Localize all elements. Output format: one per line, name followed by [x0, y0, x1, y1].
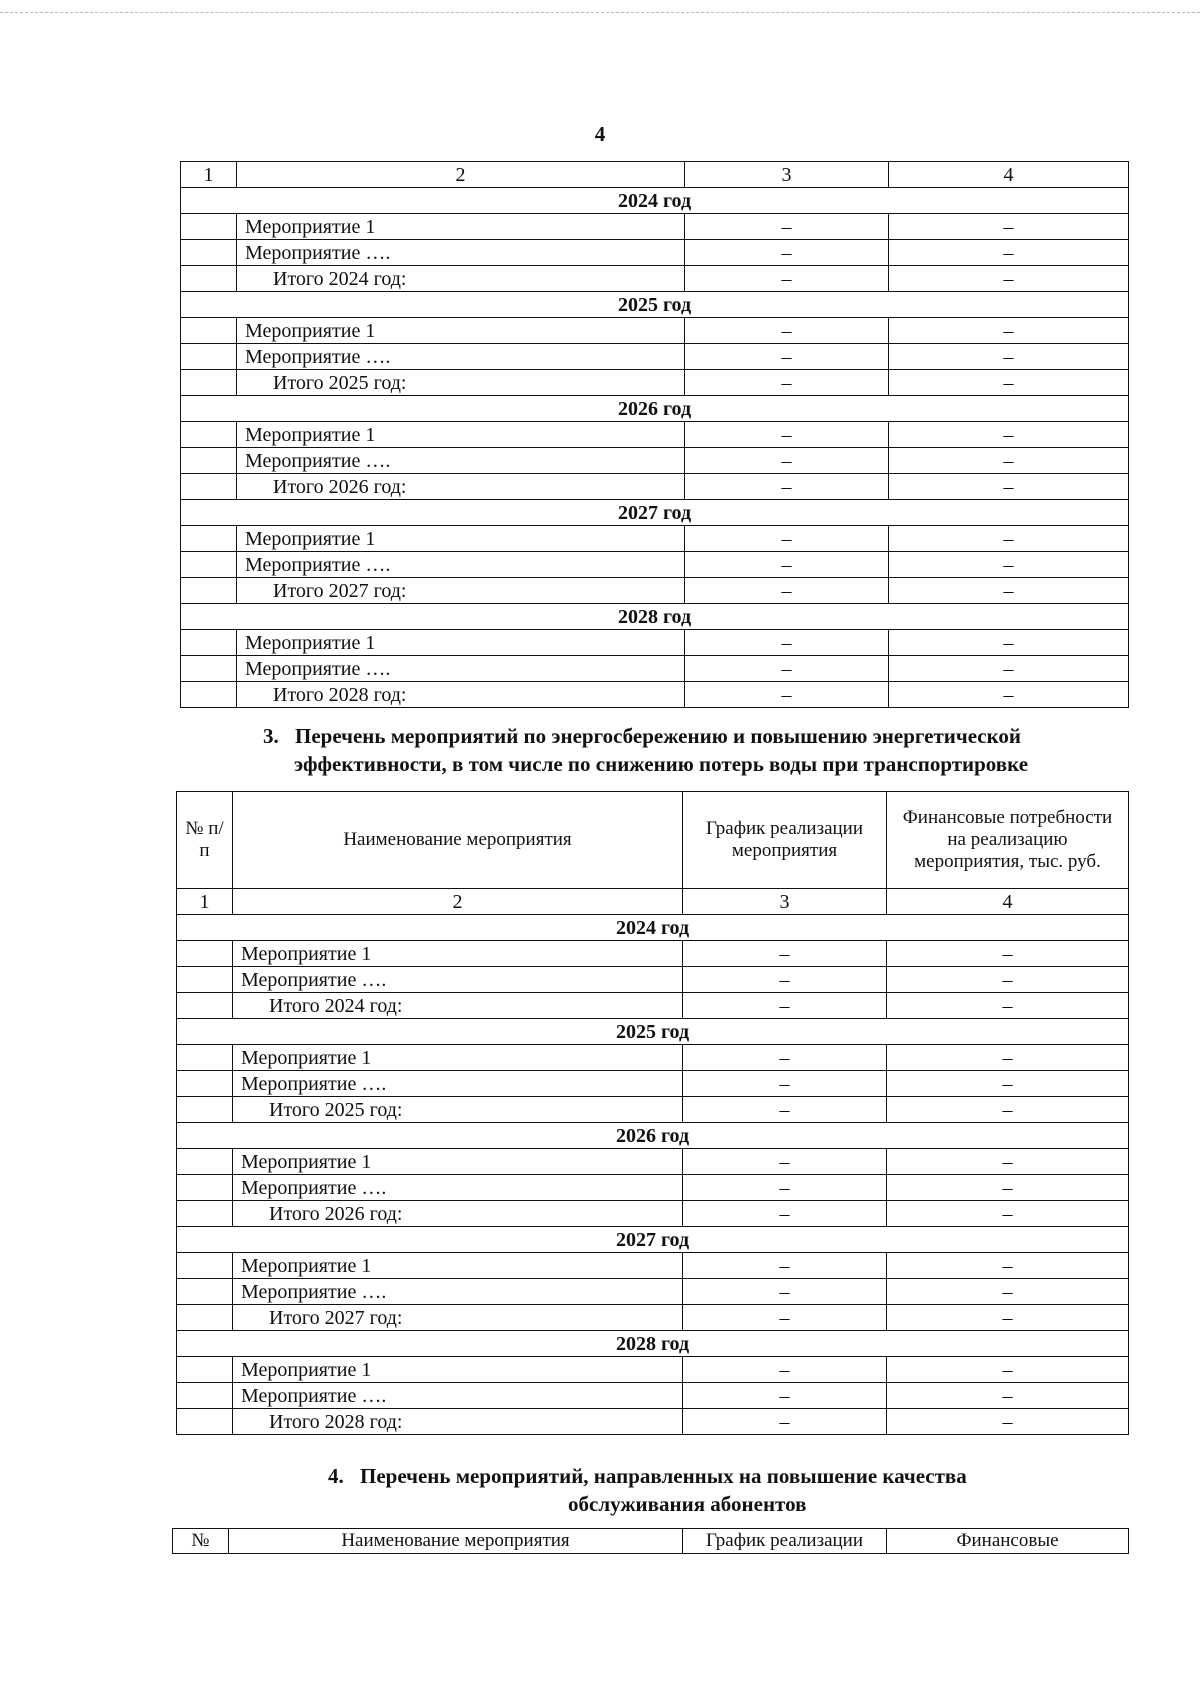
column-number-row	[181, 162, 1129, 188]
table-row	[177, 1383, 1129, 1409]
header-num: №	[173, 1529, 229, 1554]
table-header-row	[177, 792, 1129, 889]
schedule-cell: –	[685, 344, 889, 370]
schedule-cell: –	[683, 993, 887, 1019]
year-row	[177, 1331, 1129, 1357]
schedule-cell: –	[683, 1149, 887, 1175]
total-label: Итого 2027 год:	[233, 1305, 683, 1331]
section-3-heading	[170, 722, 1150, 778]
activity-name: Мероприятие ….	[233, 1279, 683, 1305]
total-label: Итого 2025 год:	[237, 370, 685, 396]
total-row	[177, 993, 1129, 1019]
table-row	[177, 1045, 1129, 1071]
table-row	[177, 1357, 1129, 1383]
activity-name: Мероприятие ….	[233, 1383, 683, 1409]
header-name: Наименование мероприятия	[233, 792, 683, 889]
row-number-cell	[177, 1097, 233, 1123]
finance-cell: –	[887, 1409, 1129, 1435]
row-number-cell	[177, 967, 233, 993]
schedule-cell: –	[683, 1357, 887, 1383]
table-row	[177, 1279, 1129, 1305]
activity-name: Мероприятие 1	[237, 630, 685, 656]
header-finance: Финансовые	[887, 1529, 1129, 1554]
table-row	[177, 967, 1129, 993]
finance-cell: –	[889, 682, 1129, 708]
table-row	[181, 552, 1129, 578]
table-row	[181, 318, 1129, 344]
row-number-cell	[177, 1071, 233, 1097]
row-number-cell	[177, 993, 233, 1019]
activities-table-continued	[180, 161, 1129, 708]
schedule-cell: –	[683, 1097, 887, 1123]
activity-name: Мероприятие 1	[237, 422, 685, 448]
finance-cell: –	[889, 474, 1129, 500]
row-number-cell	[181, 448, 237, 474]
table1-body	[181, 162, 1129, 708]
row-number-cell	[181, 578, 237, 604]
year-row	[181, 396, 1129, 422]
activity-name: Мероприятие ….	[237, 240, 685, 266]
total-row	[181, 474, 1129, 500]
total-row	[177, 1409, 1129, 1435]
section-number: 4.	[328, 1464, 344, 1488]
year-row	[177, 915, 1129, 941]
finance-cell: –	[889, 630, 1129, 656]
schedule-cell: –	[683, 941, 887, 967]
table-row	[181, 422, 1129, 448]
row-number-cell	[181, 656, 237, 682]
row-number-cell	[177, 1383, 233, 1409]
year-row	[181, 188, 1129, 214]
scan-top-edge	[0, 12, 1200, 13]
finance-cell: –	[887, 993, 1129, 1019]
table-row	[181, 344, 1129, 370]
year-label: 2026 год	[177, 1123, 1129, 1149]
year-label: 2028 год	[177, 1331, 1129, 1357]
activity-name: Мероприятие ….	[237, 552, 685, 578]
year-label: 2027 год	[181, 500, 1129, 526]
table-row	[177, 1175, 1129, 1201]
schedule-cell: –	[683, 1201, 887, 1227]
year-label: 2024 год	[177, 915, 1129, 941]
schedule-cell: –	[683, 1045, 887, 1071]
row-number-cell	[181, 370, 237, 396]
row-number-cell	[181, 474, 237, 500]
row-number-cell	[181, 266, 237, 292]
table-row	[177, 941, 1129, 967]
column-number: 2	[233, 889, 683, 915]
row-number-cell	[181, 214, 237, 240]
schedule-cell: –	[685, 526, 889, 552]
column-number: 4	[887, 889, 1129, 915]
total-row	[177, 1305, 1129, 1331]
schedule-cell: –	[685, 474, 889, 500]
table-row	[181, 656, 1129, 682]
finance-cell: –	[887, 1175, 1129, 1201]
table-row	[181, 630, 1129, 656]
schedule-cell: –	[685, 656, 889, 682]
total-label: Итого 2028 год:	[237, 682, 685, 708]
row-number-cell	[181, 344, 237, 370]
row-number-cell	[177, 1201, 233, 1227]
activity-name: Мероприятие ….	[233, 1175, 683, 1201]
table2-body	[177, 889, 1129, 1435]
finance-cell: –	[889, 448, 1129, 474]
column-number: 2	[237, 162, 685, 188]
year-row	[177, 1123, 1129, 1149]
year-label: 2028 год	[181, 604, 1129, 630]
row-number-cell	[181, 422, 237, 448]
finance-cell: –	[887, 1357, 1129, 1383]
schedule-cell: –	[685, 552, 889, 578]
year-row	[181, 292, 1129, 318]
table-row	[177, 1071, 1129, 1097]
schedule-cell: –	[685, 448, 889, 474]
schedule-cell: –	[685, 266, 889, 292]
schedule-cell: –	[685, 370, 889, 396]
row-number-cell	[177, 1305, 233, 1331]
schedule-cell: –	[685, 214, 889, 240]
schedule-cell: –	[685, 422, 889, 448]
finance-cell: –	[889, 318, 1129, 344]
finance-cell: –	[887, 1383, 1129, 1409]
header-schedule: График реализации мероприятия	[683, 792, 887, 889]
activity-name: Мероприятие ….	[237, 344, 685, 370]
activity-name: Мероприятие 1	[237, 318, 685, 344]
finance-cell: –	[889, 656, 1129, 682]
table-row	[181, 240, 1129, 266]
schedule-cell: –	[683, 1409, 887, 1435]
schedule-cell: –	[683, 1383, 887, 1409]
schedule-cell: –	[683, 1279, 887, 1305]
finance-cell: –	[889, 552, 1129, 578]
finance-cell: –	[889, 240, 1129, 266]
schedule-cell: –	[683, 1253, 887, 1279]
finance-cell: –	[889, 578, 1129, 604]
total-label: Итого 2028 год:	[233, 1409, 683, 1435]
column-number-row	[177, 889, 1129, 915]
finance-cell: –	[887, 1097, 1129, 1123]
row-number-cell	[181, 318, 237, 344]
schedule-cell: –	[683, 1071, 887, 1097]
finance-cell: –	[887, 1045, 1129, 1071]
total-row	[181, 266, 1129, 292]
table-row	[181, 214, 1129, 240]
section-4-heading	[170, 1462, 1150, 1518]
finance-cell: –	[889, 214, 1129, 240]
activity-name: Мероприятие 1	[233, 1357, 683, 1383]
section-title-line: обслуживания абонентов	[568, 1492, 807, 1516]
year-row	[181, 604, 1129, 630]
row-number-cell	[177, 1357, 233, 1383]
finance-cell: –	[889, 370, 1129, 396]
section-title-line: эффективности, в том числе по снижению потерь воды при транспортировке	[294, 752, 1029, 776]
table-row	[181, 526, 1129, 552]
finance-cell: –	[887, 967, 1129, 993]
total-row	[177, 1201, 1129, 1227]
total-label: Итого 2026 год:	[233, 1201, 683, 1227]
schedule-cell: –	[683, 967, 887, 993]
total-row	[181, 578, 1129, 604]
year-row	[181, 500, 1129, 526]
row-number-cell	[181, 526, 237, 552]
section-title-line: Перечень мероприятий, направленных на повышение качества	[360, 1464, 967, 1488]
row-number-cell	[181, 682, 237, 708]
row-number-cell	[177, 941, 233, 967]
row-number-cell	[177, 1149, 233, 1175]
energy-saving-activities-table	[176, 791, 1129, 1435]
total-row	[181, 682, 1129, 708]
row-number-cell	[181, 630, 237, 656]
header-num: № п/п	[177, 792, 233, 889]
finance-cell: –	[889, 344, 1129, 370]
row-number-cell	[177, 1045, 233, 1071]
finance-cell: –	[889, 266, 1129, 292]
activity-name: Мероприятие ….	[237, 656, 685, 682]
column-number: 3	[685, 162, 889, 188]
activity-name: Мероприятие 1	[233, 941, 683, 967]
table-row	[181, 448, 1129, 474]
row-number-cell	[177, 1409, 233, 1435]
section-number: 3.	[263, 724, 279, 748]
header-name: Наименование мероприятия	[229, 1529, 683, 1554]
schedule-cell: –	[685, 578, 889, 604]
column-number: 1	[177, 889, 233, 915]
column-number: 3	[683, 889, 887, 915]
total-label: Итого 2025 год:	[233, 1097, 683, 1123]
total-label: Итого 2026 год:	[237, 474, 685, 500]
schedule-cell: –	[685, 240, 889, 266]
schedule-cell: –	[683, 1175, 887, 1201]
row-number-cell	[181, 240, 237, 266]
header-finance: Финансовые потребности на реализацию мероприятия, тыс. руб.	[887, 792, 1129, 889]
finance-cell: –	[887, 1201, 1129, 1227]
activity-name: Мероприятие 1	[237, 526, 685, 552]
schedule-cell: –	[685, 630, 889, 656]
year-label: 2026 год	[181, 396, 1129, 422]
row-number-cell	[177, 1279, 233, 1305]
activity-name: Мероприятие ….	[233, 1071, 683, 1097]
activity-name: Мероприятие ….	[233, 967, 683, 993]
service-quality-activities-table	[172, 1528, 1129, 1554]
table-header-row	[173, 1529, 1129, 1554]
finance-cell: –	[889, 422, 1129, 448]
activity-name: Мероприятие 1	[233, 1253, 683, 1279]
schedule-cell: –	[685, 682, 889, 708]
total-label: Итого 2024 год:	[237, 266, 685, 292]
finance-cell: –	[889, 526, 1129, 552]
section-title-line: Перечень мероприятий по энергосбережению и повышению энергетической	[295, 724, 1022, 748]
activity-name: Мероприятие 1	[233, 1045, 683, 1071]
finance-cell: –	[887, 1253, 1129, 1279]
table-row	[177, 1253, 1129, 1279]
column-number: 4	[889, 162, 1129, 188]
activity-name: Мероприятие ….	[237, 448, 685, 474]
row-number-cell	[181, 552, 237, 578]
year-row	[177, 1227, 1129, 1253]
header-schedule: График реализации	[683, 1529, 887, 1554]
total-label: Итого 2027 год:	[237, 578, 685, 604]
year-label: 2024 год	[181, 188, 1129, 214]
total-label: Итого 2024 год:	[233, 993, 683, 1019]
page-number: 4	[594, 122, 606, 146]
year-row	[177, 1019, 1129, 1045]
table-row	[177, 1149, 1129, 1175]
activity-name: Мероприятие 1	[237, 214, 685, 240]
schedule-cell: –	[683, 1305, 887, 1331]
year-label: 2025 год	[181, 292, 1129, 318]
activity-name: Мероприятие 1	[233, 1149, 683, 1175]
finance-cell: –	[887, 1071, 1129, 1097]
row-number-cell	[177, 1253, 233, 1279]
finance-cell: –	[887, 941, 1129, 967]
finance-cell: –	[887, 1149, 1129, 1175]
year-label: 2025 год	[177, 1019, 1129, 1045]
total-row	[177, 1097, 1129, 1123]
finance-cell: –	[887, 1305, 1129, 1331]
row-number-cell	[177, 1175, 233, 1201]
column-number: 1	[181, 162, 237, 188]
schedule-cell: –	[685, 318, 889, 344]
year-label: 2027 год	[177, 1227, 1129, 1253]
finance-cell: –	[887, 1279, 1129, 1305]
total-row	[181, 370, 1129, 396]
